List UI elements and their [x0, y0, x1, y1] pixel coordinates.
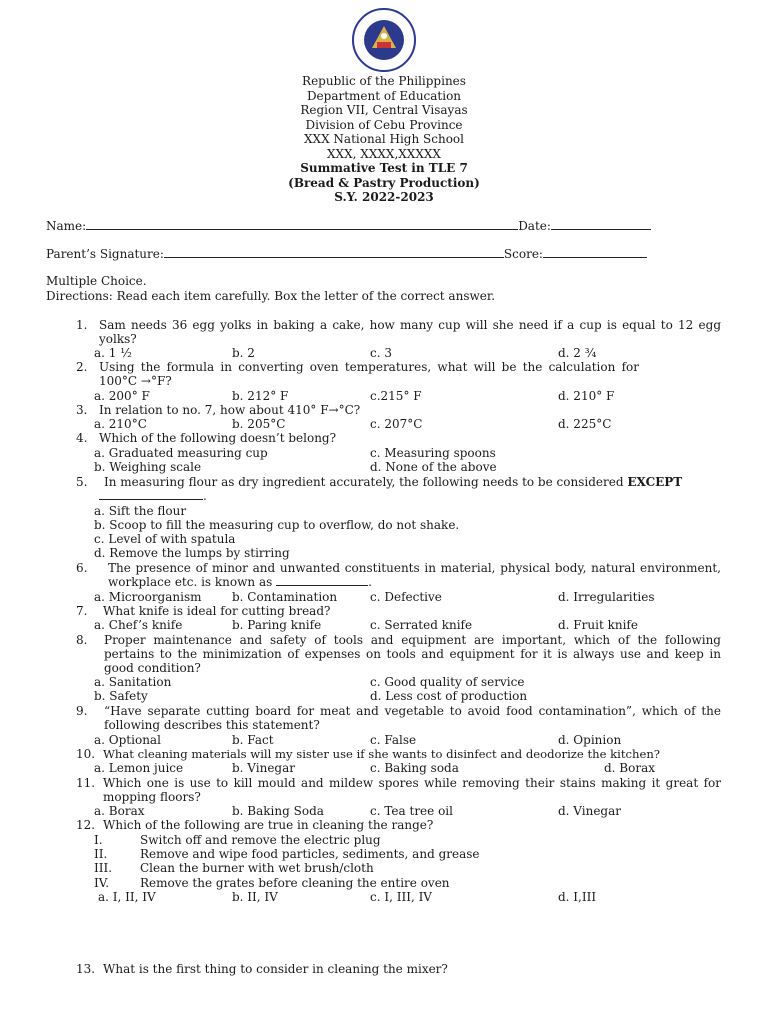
option-a[interactable]: a. Lemon juice [94, 761, 184, 775]
header-line-4: Division of Cebu Province [305, 117, 463, 132]
option-c[interactable]: c. 3 [370, 346, 392, 360]
question-11: Which one is use to kill mould and mildew spores while removing their stains making it great for mopping floors? [103, 776, 721, 805]
parent-signature-field[interactable] [46, 246, 647, 261]
option-a[interactable]: a. Optional [94, 733, 161, 747]
option-c[interactable]: c. False [370, 733, 417, 747]
header-line-5: XXX National High School [303, 132, 464, 146]
option-d[interactable]: d. Fruit knife [558, 618, 638, 632]
option-b[interactable]: b. 205°C [232, 417, 286, 431]
question-2: Using the formula in converting oven temperatures, what will be the calculation for 100°C →°F? [99, 360, 639, 389]
except-emphasis: EXCEPT [627, 475, 683, 489]
score-label: Score: [503, 247, 543, 261]
question-4: Which of the following doesn’t belong? [99, 431, 337, 445]
deped-seal-logo [352, 8, 416, 72]
option-c[interactable]: c. Baking soda [370, 761, 459, 775]
option-d[interactable]: d. Vinegar [558, 804, 622, 818]
header-line-1: Republic of the Philippines [302, 74, 466, 88]
option-c[interactable]: c. Good quality of service [370, 675, 525, 689]
option-a[interactable]: a. 1 ½ [94, 346, 132, 360]
roman-numeral: I. [94, 833, 103, 847]
question-number: 8. [76, 633, 88, 647]
name-field[interactable] [46, 218, 651, 233]
option-b[interactable]: b. Baking Soda [232, 804, 324, 818]
question-number: 9. [76, 704, 88, 718]
option-d[interactable]: d. Irregularities [558, 590, 655, 604]
option-d[interactable]: d. 210° F [558, 389, 615, 403]
option-c[interactable]: c. Tea tree oil [370, 804, 453, 818]
question-number: 13. [76, 962, 96, 976]
question-number: 4. [76, 431, 88, 445]
option-a[interactable]: a. Sanitation [94, 675, 172, 689]
option-a[interactable]: a. 200° F [94, 389, 150, 403]
option-d[interactable]: d. Opinion [558, 733, 622, 747]
option-c[interactable]: c. Measuring spoons [370, 446, 496, 460]
question-10: What cleaning materials will my sister use if she wants to disinfect and deodorize the kitchen? [103, 747, 661, 761]
option-a[interactable]: a. 210°C [94, 417, 147, 431]
question-number: 1. [76, 318, 88, 332]
statement: Remove the grates before cleaning the entire oven [140, 876, 450, 890]
question-number: 2. [76, 360, 88, 374]
date-label: Date: [518, 219, 551, 233]
option-c[interactable]: c. I, III, IV [370, 890, 432, 904]
option-a[interactable]: a. I, II, IV [98, 890, 156, 904]
option-b[interactable]: b. Fact [232, 733, 274, 747]
option-c[interactable]: c.215° F [370, 389, 422, 403]
question-12: Which of the following are true in cleaning the range? [103, 818, 434, 832]
question-number: 11. [76, 776, 96, 790]
directions: Directions: Read each item carefully. Box the letter of the correct answer. [46, 289, 496, 303]
option-b[interactable]: b. Vinegar [232, 761, 296, 775]
test-type: Multiple Choice. [46, 274, 147, 288]
question-13: What is the first thing to consider in cleaning the mixer? [103, 962, 448, 976]
question-8: Proper maintenance and safety of tools and equipment are important, which of the following pertains to the minimization of expenses on tools and equipment for it is always use and keep in good condition? [104, 633, 721, 676]
question-number: 3. [76, 403, 88, 417]
school-year: S.Y. 2022-2023 [334, 190, 434, 204]
option-c[interactable]: c. 207°C [370, 417, 423, 431]
question-number: 6. [76, 561, 88, 575]
parent-signature-label: Parent’s Signature: [46, 247, 164, 261]
option-c[interactable]: c. Level of with spatula [94, 532, 236, 546]
statement: Clean the burner with wet brush/cloth [140, 861, 374, 875]
date-field[interactable] [551, 218, 651, 230]
question-7: What knife is ideal for cutting bread? [103, 604, 331, 618]
name-label: Name: [46, 219, 87, 233]
header-line-2: Department of Education [306, 88, 462, 103]
document-header [0, 74, 768, 205]
question-1: Sam needs 36 egg yolks in baking a cake, how many cup will she need if a cup is equal to 12 egg yolks? [99, 318, 721, 347]
question-number: 12. [76, 818, 96, 832]
option-a[interactable]: a. Sift the flour [94, 504, 187, 518]
roman-numeral: IV. [94, 876, 110, 890]
roman-numeral: II. [94, 847, 108, 861]
option-d[interactable]: d. None of the above [370, 460, 497, 474]
option-b[interactable]: b. II, IV [232, 890, 278, 904]
option-b[interactable]: b. Paring knife [232, 618, 322, 632]
question-9: “Have separate cutting board for meat and vegetable to avoid food contamination”, which of the following describes this statement? [104, 704, 721, 733]
option-c[interactable]: c. Serrated knife [370, 618, 473, 632]
question-number: 5. [76, 475, 88, 489]
option-b[interactable]: b. Contamination [232, 590, 338, 604]
option-a[interactable]: a. Chef’s knife [94, 618, 183, 632]
question-number: 10. [76, 747, 96, 761]
option-a[interactable]: a. Microorganism [94, 590, 202, 604]
roman-numeral: III. [94, 861, 113, 875]
option-b[interactable]: b. Scoop to fill the measuring cup to overflow, do not shake. [94, 518, 460, 532]
option-d[interactable]: d. Less cost of production [370, 689, 528, 703]
option-d[interactable]: d. Remove the lumps by stirring [94, 546, 290, 560]
question-5: In measuring flour as dry ingredient accurately, the following needs to be considered EXCEPT [104, 475, 683, 489]
statement: Remove and wipe food particles, sediments, and grease [140, 847, 480, 861]
test-title: Summative Test in TLE 7 [300, 161, 468, 175]
option-d[interactable]: d. 225°C [558, 417, 612, 431]
option-a[interactable]: a. Borax [94, 804, 145, 818]
option-d[interactable]: d. Borax [604, 761, 656, 775]
score-field[interactable] [543, 246, 647, 258]
option-b[interactable]: b. Safety [94, 689, 148, 703]
option-b[interactable]: b. Weighing scale [94, 460, 202, 474]
option-c[interactable]: c. Defective [370, 590, 442, 604]
option-d[interactable]: d. 2 ¾ [558, 346, 597, 360]
header-line-6: XXX, XXXX,XXXXX [327, 146, 441, 161]
question-number: 7. [76, 604, 88, 618]
question-6: The presence of minor and unwanted constituents in material, physical body, natural environment, workplace etc. is known as . [108, 561, 721, 590]
option-b[interactable]: b. 212° F [232, 389, 289, 403]
answer-blank: . [99, 489, 207, 503]
option-a[interactable]: a. Graduated measuring cup [94, 446, 268, 460]
question-3: In relation to no. 7, how about 410° F→°C? [99, 403, 361, 417]
header-line-3: Region VII, Central Visayas [300, 103, 468, 117]
option-b[interactable]: b. 2 [232, 346, 255, 360]
statement: Switch off and remove the electric plug [140, 833, 381, 847]
test-subtitle: (Bread & Pastry Production) [288, 175, 480, 190]
option-d[interactable]: d. I,III [558, 890, 597, 904]
